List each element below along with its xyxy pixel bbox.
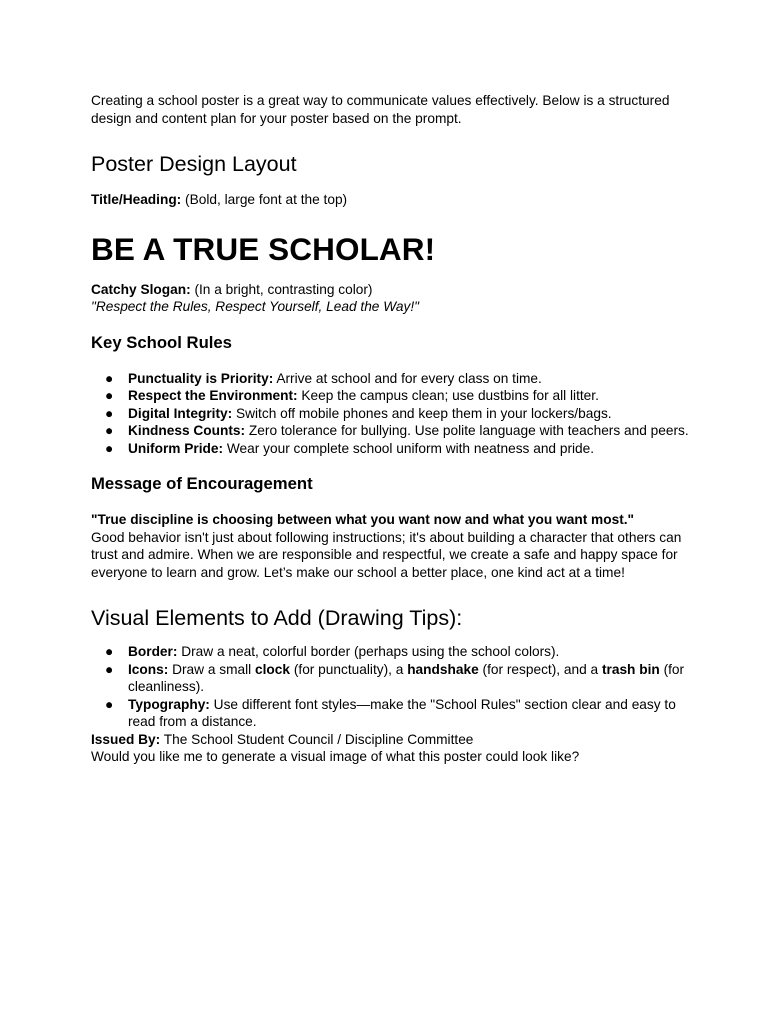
list-item <box>91 405 691 423</box>
title-heading-label: Title/Heading: <box>91 192 182 207</box>
tip-text: (for cleanliness). <box>128 661 685 694</box>
rule-label: Digital Integrity: <box>128 405 233 421</box>
tip-label: Icons: <box>128 661 169 677</box>
tip-text: Draw a neat, colorful border (perhaps using the school colors). <box>177 644 560 659</box>
tip-text: Use different font styles—make the "School Rules" section clear and easy to read from a distance. <box>128 696 676 729</box>
slogan-text: "Respect the Rules, Respect Yourself, Lead the Way!" <box>91 299 420 314</box>
bullet-icon: ● <box>105 644 114 659</box>
issued-by-text: The School Student Council / Discipline Committee <box>160 731 474 747</box>
list-item <box>91 370 691 388</box>
catchy-slogan-note: (In a bright, contrasting color) <box>190 281 373 297</box>
encouragement-body: Good behavior isn't just about following instructions; it's about building a character that others can trust and admire. When we are responsible and respectful, we create a safe and happy space for everyone to learn and grow. Let’s make our school a better place, one kind act at a time! <box>91 529 682 580</box>
title-heading-line <box>91 191 691 209</box>
list-item <box>91 643 691 661</box>
tip-emphasis: clock <box>255 661 291 677</box>
rule-text: Switch off mobile phones and keep them in your lockers/bags. <box>232 405 612 421</box>
rule-label: Punctuality is Priority: <box>128 370 274 386</box>
catchy-slogan-label: Catchy Slogan: <box>91 281 191 297</box>
bullet-icon: ● <box>105 423 114 438</box>
drawing-tips-list <box>91 643 691 731</box>
rule-text: Arrive at school and for every class on time. <box>273 370 542 386</box>
tip-emphasis: trash bin <box>601 661 660 677</box>
document-content <box>91 92 691 766</box>
school-rules-list <box>91 370 691 458</box>
bullet-icon: ● <box>105 370 114 386</box>
rule-label: Uniform Pride: <box>128 440 224 456</box>
rule-text: Zero tolerance for bullying. Use polite language with teachers and peers. <box>245 423 689 438</box>
tip-emphasis: handshake <box>407 661 479 677</box>
list-item <box>91 696 691 731</box>
tip-label: Border: <box>128 644 178 659</box>
list-item <box>91 422 691 440</box>
tip-text: (for respect), and a <box>478 661 602 677</box>
list-item <box>91 661 691 696</box>
title-heading-note: (Bold, large font at the top) <box>181 192 348 207</box>
bullet-icon: ● <box>105 388 114 403</box>
bullet-icon: ● <box>105 405 114 421</box>
closing-question: Would you like me to generate a visual image of what this poster could look like? <box>91 749 580 764</box>
encouragement-quote: "True discipline is choosing between what you want now and what you want most." <box>91 512 635 527</box>
rule-text: Wear your complete school uniform with neatness and pride. <box>223 440 595 456</box>
issued-by-label: Issued By: <box>91 731 161 747</box>
list-item <box>91 387 691 405</box>
bullet-icon: ● <box>105 440 114 456</box>
tip-label: Typography: <box>128 696 210 712</box>
tip-text: Draw a small <box>168 661 256 677</box>
rule-text: Keep the campus clean; use dustbins for all litter. <box>297 388 599 403</box>
message-of-encouragement-heading: Message of Encouragement <box>91 474 313 493</box>
tip-text: (for punctuality), a <box>290 661 408 677</box>
poster-design-layout-heading: Poster Design Layout <box>91 152 297 176</box>
catchy-slogan-line <box>91 281 691 299</box>
intro-paragraph: Creating a school poster is a great way to communicate values effectively. Below is a structured design and content plan for your poster based on the prompt. <box>91 93 670 126</box>
bullet-icon: ● <box>105 696 114 712</box>
rule-label: Kindness Counts: <box>128 423 246 438</box>
rule-label: Respect the Environment: <box>128 388 298 403</box>
poster-title: BE A TRUE SCHOLAR! <box>91 230 436 267</box>
issued-by-line <box>91 731 691 749</box>
key-school-rules-heading: Key School Rules <box>91 332 232 352</box>
bullet-icon: ● <box>105 661 114 677</box>
visual-elements-heading: Visual Elements to Add (Drawing Tips): <box>91 606 463 630</box>
list-item <box>91 440 691 458</box>
